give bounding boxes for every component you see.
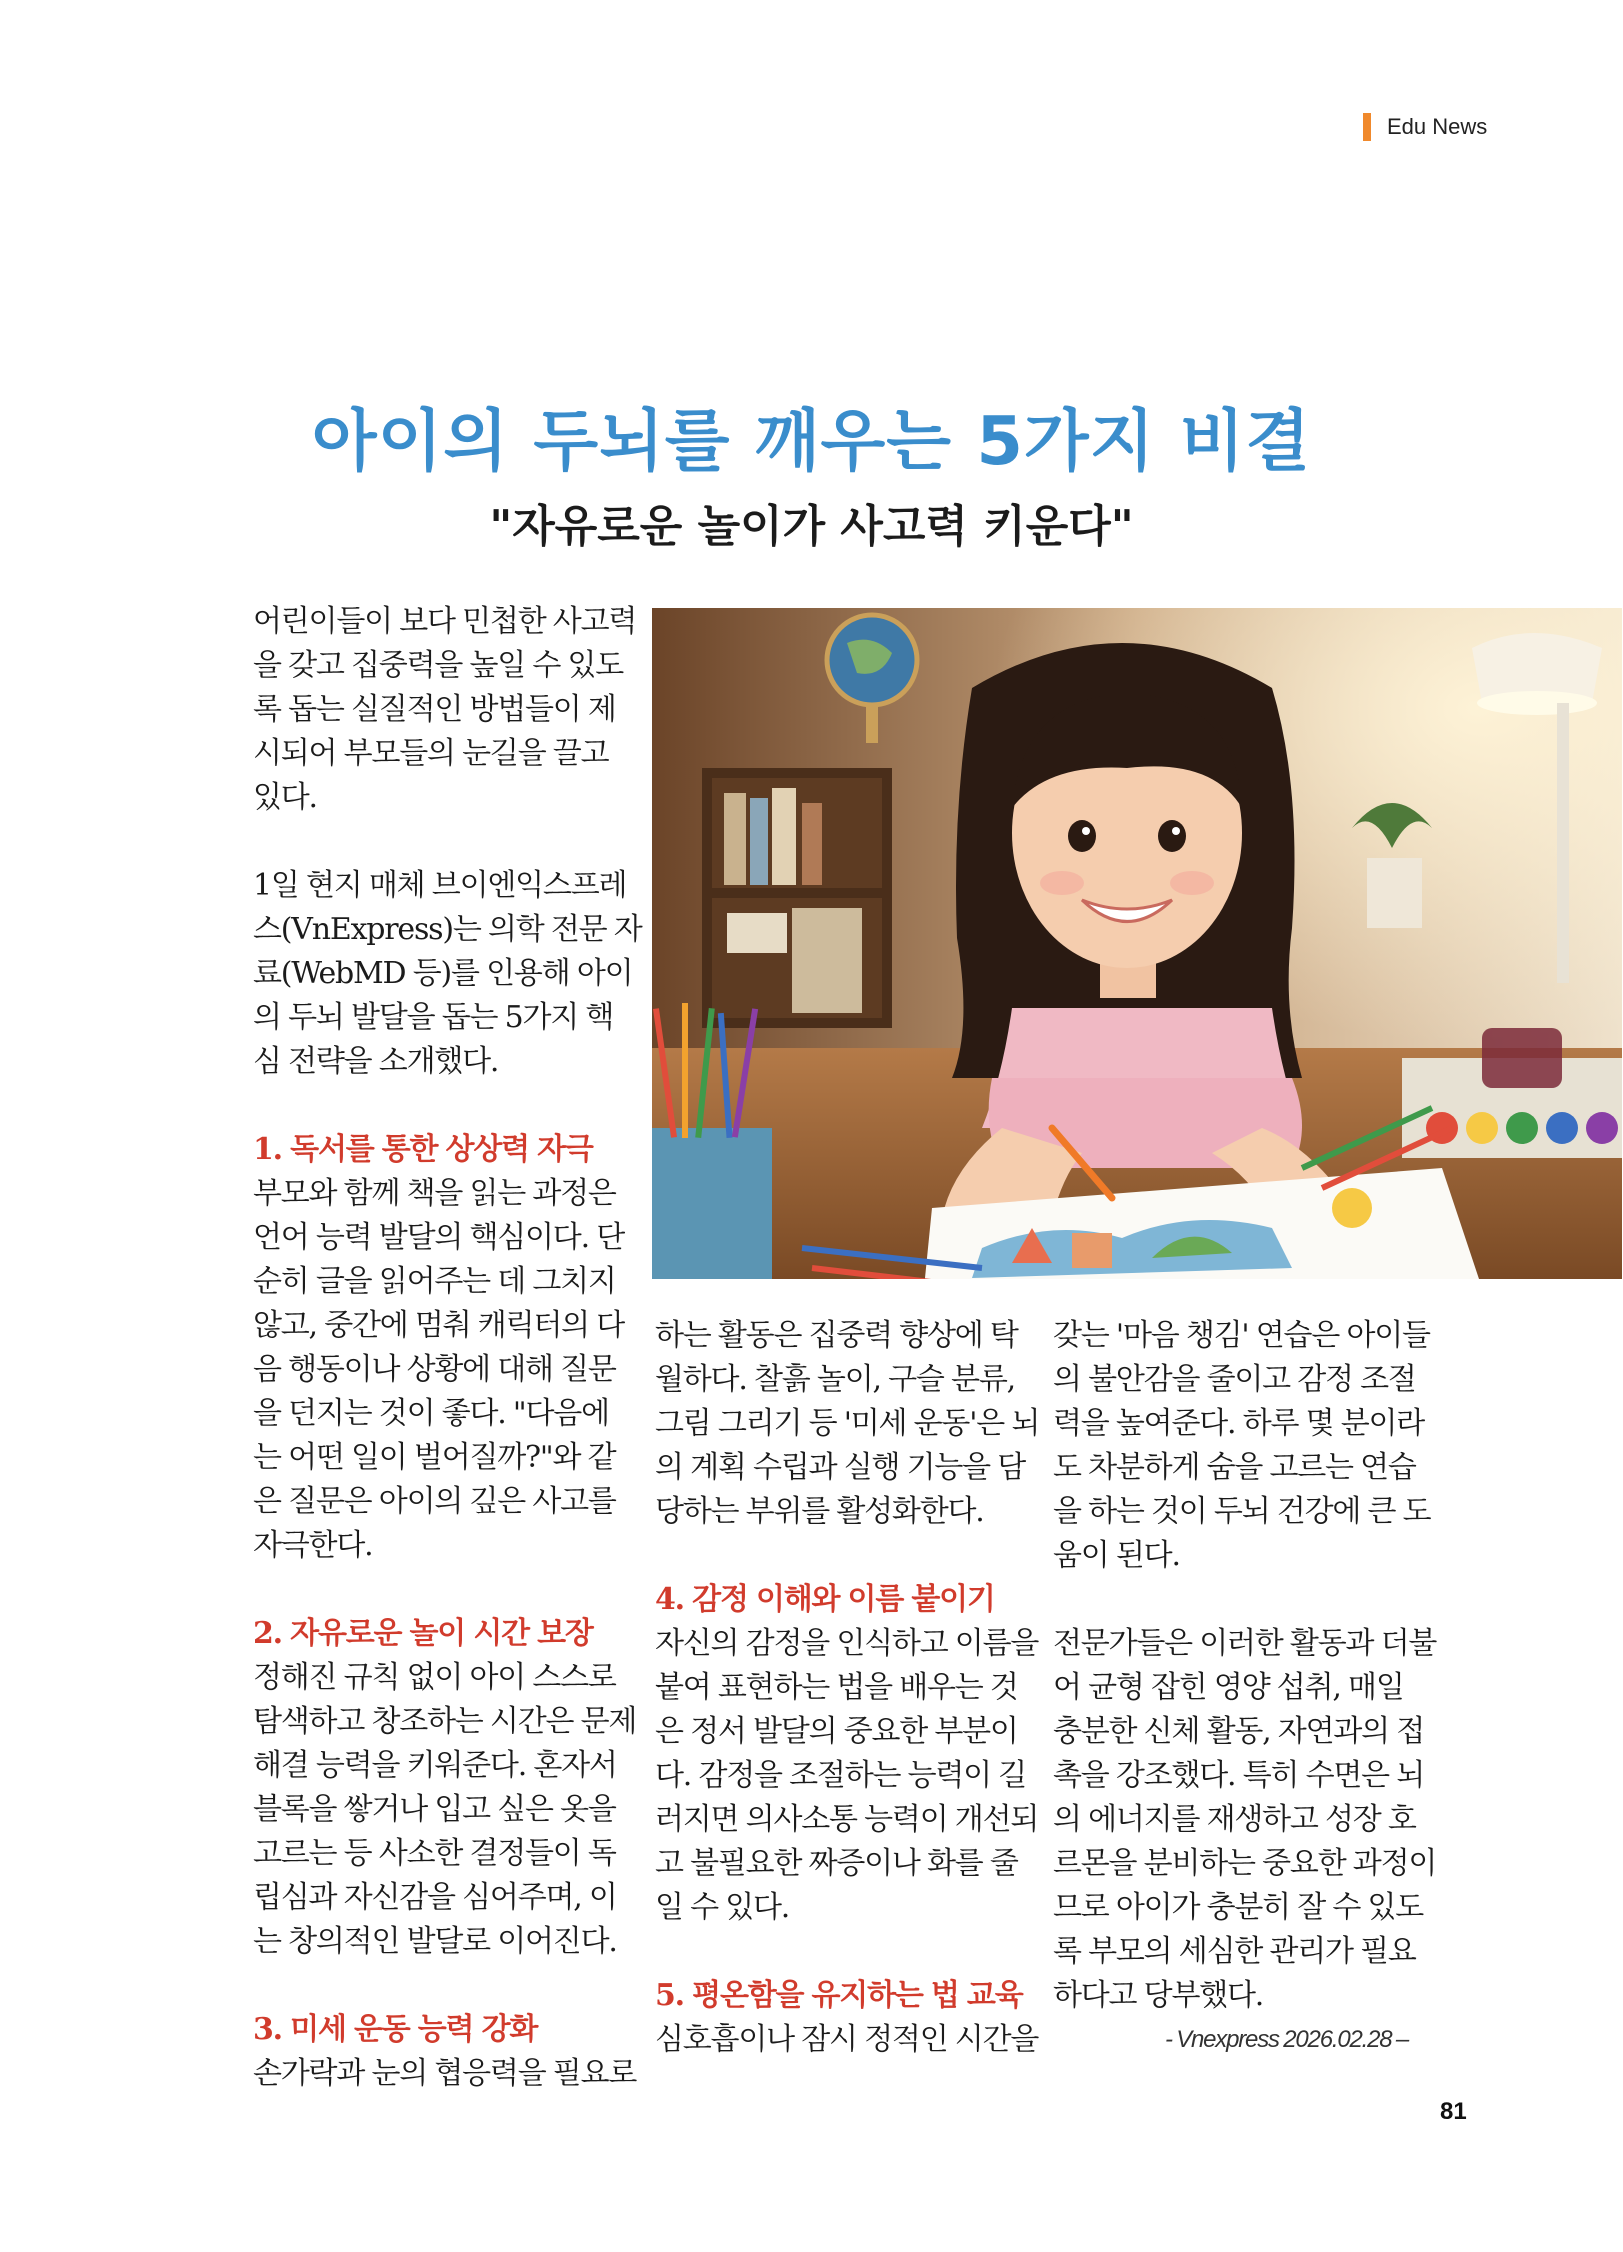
text-line: 움이 된다. <box>1053 1538 1180 1573</box>
text-line: 붙여 표현하는 법을 배우는 것 <box>655 1670 1018 1705</box>
article-title: 아이의 두뇌를 깨우는 5가지 비결 <box>311 402 1312 480</box>
text-line: 전문가들은 이러한 활동과 더불 <box>1053 1626 1437 1661</box>
text-line: 시되어 부모들의 눈길을 끌고 <box>253 736 609 771</box>
paragraph-gap <box>253 1964 618 2008</box>
source-credit: - Vnexpress 2026.02.28 – <box>1164 2026 1408 2053</box>
text-line: 을 던지는 것이 좋다. "다음에 <box>253 1396 609 1431</box>
text-line: 갖는 '마음 챙김' 연습은 아이들 <box>1053 1318 1430 1353</box>
page-number: 81 <box>1440 2098 1467 2125</box>
text-line: 다. 감정을 조절하는 능력이 길 <box>655 1758 1027 1793</box>
text-line: 손가락과 눈의 협응력을 필요로 <box>253 2056 637 2091</box>
text-line: 하는 활동은 집중력 향상에 탁 <box>655 1318 1018 1353</box>
text-line: 스(VnExpress)는 의학 전문 자 <box>253 912 642 947</box>
text-line: 르몬을 분비하는 중요한 과정이 <box>1053 1846 1437 1881</box>
text-line: 심호흡이나 잠시 정적인 시간을 <box>655 2022 1039 2057</box>
text-line: 순히 글을 읽어주는 데 그치지 <box>253 1264 616 1299</box>
section-heading: 2. 자유로운 놀이 시간 보장 <box>253 1616 593 1651</box>
article-subtitle: "자유로운 놀이가 사고력 키운다" <box>489 501 1134 552</box>
article-column-2 <box>655 1314 1040 2062</box>
paragraph-gap <box>253 1568 618 1612</box>
text-line: 해결 능력을 키워준다. 혼자서 <box>253 1748 617 1783</box>
text-line: 의 에너지를 재생하고 성장 호 <box>1053 1802 1416 1837</box>
text-line: 은 정서 발달의 중요한 부분이 <box>655 1714 1018 1749</box>
text-line: 당하는 부위를 활성화한다. <box>655 1494 984 1529</box>
text-line: 언어 능력 발달의 핵심이다. 단 <box>253 1220 625 1255</box>
text-line: 러지면 의사소통 능력이 개선되 <box>655 1802 1039 1837</box>
text-line: 있다. <box>253 780 317 815</box>
text-line: 월하다. 찰흙 놀이, 구슬 분류, <box>655 1362 1015 1397</box>
text-line: 어린이들이 보다 민첩한 사고력 <box>253 604 637 639</box>
text-line: 을 갖고 집중력을 높일 수 있도 <box>253 648 624 683</box>
article-column-1 <box>253 600 642 2096</box>
text-line: 립심과 자신감을 심어주며, 이 <box>253 1880 617 1915</box>
text-line: 부모와 함께 책을 읽는 과정은 <box>253 1176 616 1211</box>
paragraph-gap <box>1053 1578 1418 1622</box>
text-line: 고르는 등 사소한 결정들이 독 <box>253 1836 616 1871</box>
section-label: Edu News <box>1387 114 1488 139</box>
section-tag <box>1363 112 1487 142</box>
article-column-3 <box>1053 1314 1437 2062</box>
text-line: 자극한다. <box>253 1528 373 1563</box>
text-line: 자신의 감정을 인식하고 이름을 <box>655 1626 1039 1661</box>
text-line: 블록을 쌓거나 입고 싶은 옷을 <box>253 1792 616 1827</box>
text-line: 은 질문은 아이의 깊은 사고를 <box>253 1484 616 1519</box>
text-line: 일 수 있다. <box>655 1890 790 1925</box>
paragraph-gap <box>253 1084 618 1128</box>
text-line: 하다고 당부했다. <box>1053 1978 1264 2013</box>
text-line: 료(WebMD 등)를 인용해 아이 <box>253 956 633 991</box>
text-line: 그림 그리기 등 '미세 운동'은 뇌 <box>655 1406 1040 1441</box>
text-line: 음 행동이나 상황에 대해 질문 <box>253 1352 616 1387</box>
article-photo <box>652 608 1622 1279</box>
text-line: 촉을 강조했다. 특히 수면은 뇌 <box>1053 1758 1425 1793</box>
text-line: 의 불안감을 줄이고 감정 조절 <box>1053 1362 1416 1397</box>
section-heading: 4. 감정 이해와 이름 붙이기 <box>655 1582 995 1617</box>
text-line: 정해진 규칙 없이 아이 스스로 <box>253 1660 616 1695</box>
text-line: 는 어떤 일이 벌어질까?"와 같 <box>253 1440 616 1475</box>
text-line: 심 전략을 소개했다. <box>253 1044 499 1079</box>
text-line: 을 하는 것이 두뇌 건강에 큰 도 <box>1053 1494 1431 1529</box>
text-line: 록 부모의 세심한 관리가 필요 <box>1053 1934 1416 1969</box>
text-line: 1일 현지 매체 브이엔익스프레 <box>253 868 627 903</box>
text-line: 어 균형 잡힌 영양 섭취, 매일 <box>1053 1670 1404 1705</box>
text-line: 므로 아이가 충분히 잘 수 있도 <box>1053 1890 1424 1925</box>
paragraph-gap <box>655 1930 1020 1974</box>
text-line: 록 돕는 실질적인 방법들이 제 <box>253 692 616 727</box>
text-line: 의 두뇌 발달을 돕는 5가지 핵 <box>253 1000 614 1035</box>
section-heading: 1. 독서를 통한 상상력 자극 <box>253 1132 593 1167</box>
text-line: 고 불필요한 짜증이나 화를 줄 <box>655 1846 1018 1881</box>
text-line: 력을 높여준다. 하루 몇 분이라 <box>1053 1406 1425 1441</box>
section-accent-bar <box>1363 113 1371 141</box>
text-line: 도 차분하게 숨을 고르는 연습 <box>1053 1450 1416 1485</box>
text-line: 는 창의적인 발달로 이어진다. <box>253 1924 617 1959</box>
text-line: 충분한 신체 활동, 자연과의 접 <box>1053 1714 1425 1749</box>
section-heading: 3. 미세 운동 능력 강화 <box>253 2012 538 2047</box>
text-line: 않고, 중간에 멈춰 캐릭터의 다 <box>253 1308 625 1343</box>
paragraph-gap <box>253 820 618 864</box>
section-heading: 5. 평온함을 유지하는 법 교육 <box>655 1978 1023 2013</box>
text-line: 의 계획 수립과 실행 기능을 담 <box>655 1450 1026 1485</box>
text-line: 탐색하고 창조하는 시간은 문제 <box>253 1704 637 1739</box>
paragraph-gap <box>655 1534 1020 1578</box>
photo-girl-drawing-icon <box>652 608 1622 1279</box>
